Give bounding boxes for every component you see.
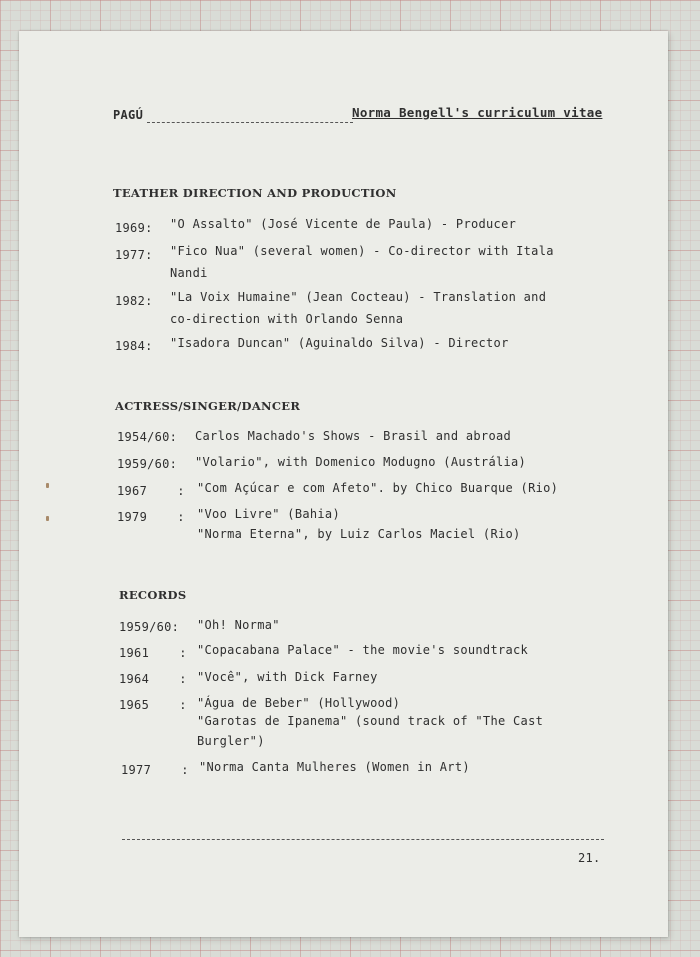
entry-year: 1959/60: [119, 620, 180, 634]
entry-year: 1961 : [119, 646, 187, 660]
entry-line: "La Voix Humaine" (Jean Cocteau) - Translation and [170, 290, 547, 304]
entry-year: 1965 : [119, 698, 187, 712]
entry-line: "O Assalto" (José Vicente de Paula) - Producer [170, 217, 517, 231]
header-left-title: PAGÚ [113, 108, 144, 122]
entry-year: 1982: [115, 294, 153, 308]
footer-dashed-rule [122, 839, 604, 840]
entry-line: "Oh! Norma" [197, 618, 280, 632]
page-number: 21. [578, 851, 601, 865]
entry-line: "Volario", with Domenico Modugno (Austrália) [195, 455, 527, 469]
entry-line: "Norma Canta Mulheres (Women in Art) [199, 760, 470, 774]
entry-year: 1977: [115, 248, 153, 262]
document-page [19, 31, 668, 937]
entry-line: co-direction with Orlando Senna [170, 312, 404, 326]
entry-line: "Voo Livre" (Bahia) [197, 507, 340, 521]
entry-year: 1954/60: [117, 430, 178, 444]
section-title-theater: TEATHER DIRECTION AND PRODUCTION [113, 186, 397, 200]
entry-line: Burgler") [197, 734, 265, 748]
entry-year: 1977 : [121, 763, 189, 777]
entry-line: Carlos Machado's Shows - Brasil and abroad [195, 429, 512, 443]
entry-line: Nandi [170, 266, 208, 280]
entry-line: "Você", with Dick Farney [197, 670, 378, 684]
entry-line: "Garotas de Ipanema" (sound track of "The Cast [197, 714, 544, 728]
entry-line: "Copacabana Palace" - the movie's soundtrack [197, 643, 529, 657]
staple-mark [46, 483, 49, 488]
entry-year: 1969: [115, 221, 153, 235]
entry-line: "Com Açúcar e com Afeto". by Chico Buarque (Rio) [197, 481, 559, 495]
entry-line: "Água de Beber" (Hollywood) [197, 696, 401, 710]
entry-year: 1964 : [119, 672, 187, 686]
section-title-records: RECORDS [119, 588, 187, 602]
staple-mark [46, 516, 49, 521]
entry-line: "Fico Nua" (several women) - Co-director with Itala [170, 244, 554, 258]
entry-line: "Norma Eterna", by Luiz Carlos Maciel (Rio) [197, 527, 521, 541]
section-title-actress: ACTRESS/SINGER/DANCER [115, 399, 301, 413]
entry-year: 1979 : [117, 510, 185, 524]
entry-year: 1967 : [117, 484, 185, 498]
header-right-title: Norma Bengell's curriculum vitae [352, 105, 603, 120]
entry-year: 1984: [115, 339, 153, 353]
entry-year: 1959/60: [117, 457, 178, 471]
header-dashed-rule [147, 122, 353, 123]
entry-line: "Isadora Duncan" (Aguinaldo Silva) - Director [170, 336, 509, 350]
